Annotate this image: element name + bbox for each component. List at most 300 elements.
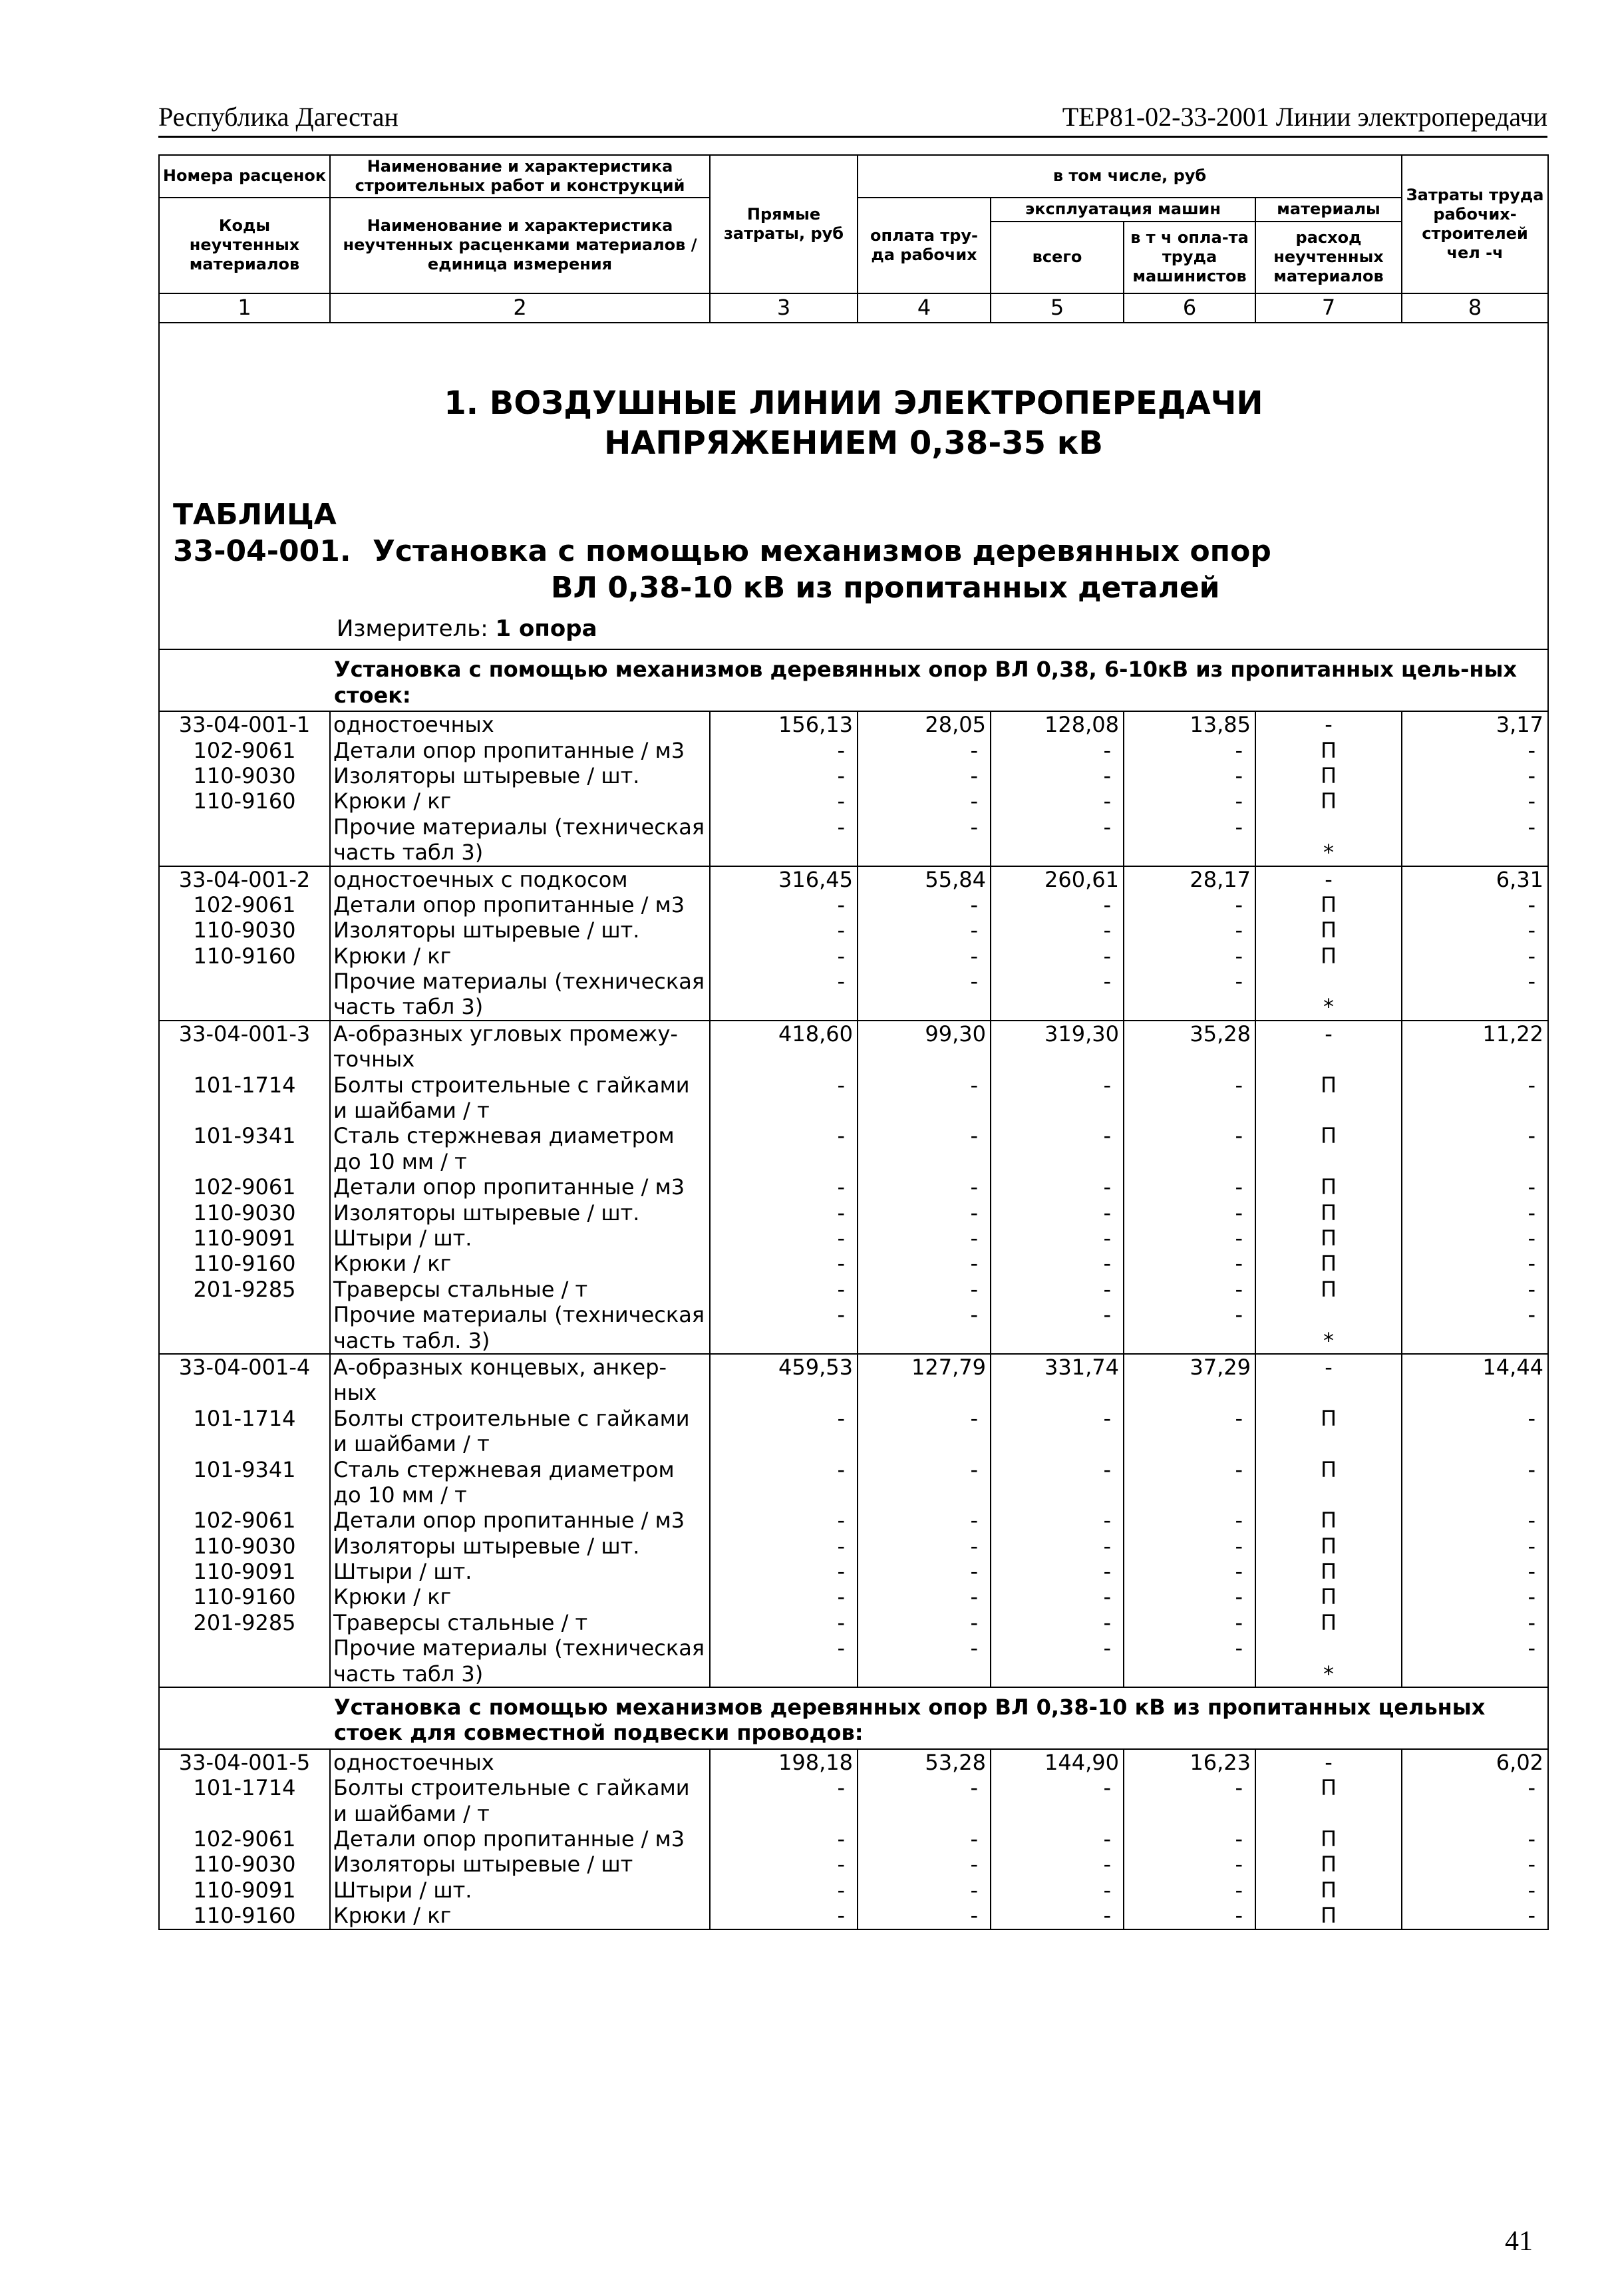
- labor-hours: -: [1402, 738, 1548, 763]
- direct-costs: -: [710, 1508, 858, 1533]
- material-name: Изоляторы штыревые / шт.: [330, 763, 710, 788]
- labor-hours: -: [1402, 1878, 1548, 1903]
- material-mark: П: [1255, 1508, 1402, 1533]
- labor-hours: -: [1402, 1406, 1548, 1457]
- direct-costs: -: [710, 1226, 858, 1251]
- labor-pay: -: [858, 1123, 991, 1174]
- labor-hours: -: [1402, 1826, 1548, 1852]
- material-mark: *: [1255, 814, 1402, 866]
- material-code: 102-9061: [159, 738, 330, 763]
- material-name: Болты строительные с гайками и шайбами / т: [330, 1072, 710, 1124]
- column-number: 5: [991, 293, 1124, 323]
- material-name: Болты строительные с гайками и шайбами / т: [330, 1775, 710, 1826]
- labor-hours: -: [1402, 1903, 1548, 1929]
- material-row: [159, 1610, 1548, 1635]
- labor-hours: -: [1402, 1457, 1548, 1508]
- direct-costs: -: [710, 1826, 858, 1852]
- material-code: 110-9160: [159, 943, 330, 969]
- material-code: 201-9285: [159, 1277, 330, 1302]
- labor-pay: -: [858, 1635, 991, 1687]
- material-row: [159, 1226, 1548, 1251]
- direct-costs: -: [710, 1610, 858, 1635]
- material-code: 101-1714: [159, 1775, 330, 1826]
- material-mark: П: [1255, 1903, 1402, 1929]
- material-mark: П: [1255, 1584, 1402, 1609]
- labor-pay: -: [858, 917, 991, 943]
- direct-costs: 316,45: [710, 866, 858, 892]
- material-name: Крюки / кг: [330, 788, 710, 814]
- material-row: [159, 763, 1548, 788]
- machines-total: -: [991, 1534, 1124, 1559]
- machines-total: -: [991, 1457, 1124, 1508]
- machinist-pay: -: [1124, 1072, 1255, 1124]
- direct-costs: -: [710, 1072, 858, 1124]
- material-row: [159, 917, 1548, 943]
- machinist-pay: 13,85: [1124, 711, 1255, 737]
- material-row: [159, 814, 1548, 866]
- material-row: [159, 1200, 1548, 1226]
- material-name: Детали опор пропитанные / м3: [330, 1508, 710, 1533]
- machines-total: -: [991, 1302, 1124, 1354]
- material-mark: П: [1255, 1559, 1402, 1584]
- direct-costs: -: [710, 1277, 858, 1302]
- labor-hours: -: [1402, 1072, 1548, 1124]
- column-number: 6: [1124, 293, 1255, 323]
- direct-costs: -: [710, 1903, 858, 1929]
- material-code: 110-9091: [159, 1226, 330, 1251]
- material-code: [159, 1635, 330, 1687]
- rate-code: 33-04-001-2: [159, 866, 330, 892]
- material-name: Крюки / кг: [330, 1584, 710, 1609]
- direct-costs: -: [710, 969, 858, 1021]
- material-mark: П: [1255, 1457, 1402, 1508]
- machinist-pay: -: [1124, 1277, 1255, 1302]
- material-mark: *: [1255, 1302, 1402, 1354]
- material-name: Крюки / кг: [330, 1251, 710, 1276]
- labor-pay: 53,28: [858, 1749, 991, 1775]
- section-title-line2: НАПРЯЖЕНИЕМ 0,38-35 кВ: [604, 424, 1103, 462]
- material-code: 110-9030: [159, 917, 330, 943]
- material-name: Детали опор пропитанные / м3: [330, 1174, 710, 1200]
- material-mark: П: [1255, 1072, 1402, 1124]
- material-row: [159, 1123, 1548, 1174]
- direct-costs: -: [710, 1775, 858, 1826]
- material-code: 101-9341: [159, 1457, 330, 1508]
- machinist-pay: -: [1124, 1826, 1255, 1852]
- direct-costs: -: [710, 943, 858, 969]
- material-code: 201-9285: [159, 1610, 330, 1635]
- measure-label: Измеритель:: [337, 615, 488, 642]
- machines-total: -: [991, 1226, 1124, 1251]
- machines-total: -: [991, 1903, 1124, 1929]
- material-name: Крюки / кг: [330, 943, 710, 969]
- machinist-pay: 28,17: [1124, 866, 1255, 892]
- direct-costs: -: [710, 814, 858, 866]
- material-name: Изоляторы штыревые / шт: [330, 1852, 710, 1877]
- material-code: 110-9030: [159, 1534, 330, 1559]
- material-name: Болты строительные с гайками и шайбами / т: [330, 1406, 710, 1457]
- material-consumption: -: [1255, 866, 1402, 892]
- labor-pay: -: [858, 1072, 991, 1124]
- machines-total: -: [991, 1123, 1124, 1174]
- machines-total: -: [991, 1852, 1124, 1877]
- column-number: 3: [710, 293, 858, 323]
- labor-hours: -: [1402, 892, 1548, 917]
- machinist-pay: -: [1124, 814, 1255, 866]
- material-mark: П: [1255, 763, 1402, 788]
- material-mark: П: [1255, 1200, 1402, 1226]
- machinist-pay: -: [1124, 1635, 1255, 1687]
- labor-hours: -: [1402, 1277, 1548, 1302]
- material-row: [159, 738, 1548, 763]
- measure-value: 1 опора: [495, 615, 597, 642]
- rate-row: [159, 711, 1548, 737]
- labor-hours: -: [1402, 1610, 1548, 1635]
- machines-total: -: [991, 1174, 1124, 1200]
- header-material-consumption: расход неучтенных материалов: [1255, 222, 1402, 293]
- labor-hours: -: [1402, 1775, 1548, 1826]
- labor-hours: -: [1402, 814, 1548, 866]
- material-code: 110-9030: [159, 763, 330, 788]
- material-row: [159, 1302, 1548, 1354]
- material-row: [159, 1852, 1548, 1877]
- material-code: 110-9091: [159, 1878, 330, 1903]
- machines-total: -: [991, 738, 1124, 763]
- material-row: [159, 1559, 1548, 1584]
- machinist-pay: -: [1124, 1251, 1255, 1276]
- labor-hours: -: [1402, 1123, 1548, 1174]
- material-row: [159, 1072, 1548, 1124]
- material-row: [159, 969, 1548, 1021]
- labor-pay: -: [858, 1406, 991, 1457]
- material-code: 110-9030: [159, 1852, 330, 1877]
- machinist-pay: 16,23: [1124, 1749, 1255, 1775]
- material-row: [159, 1508, 1548, 1533]
- machines-total: -: [991, 1635, 1124, 1687]
- material-code: [159, 814, 330, 866]
- machinist-pay: -: [1124, 892, 1255, 917]
- material-row: [159, 1635, 1548, 1687]
- table-header: [159, 155, 1548, 323]
- material-mark: П: [1255, 1826, 1402, 1852]
- machinist-pay: -: [1124, 1775, 1255, 1826]
- subsection-row: [159, 649, 1548, 711]
- labor-hours: 6,31: [1402, 866, 1548, 892]
- material-code: 110-9091: [159, 1559, 330, 1584]
- machines-total: -: [991, 943, 1124, 969]
- labor-hours: 14,44: [1402, 1354, 1548, 1406]
- header-materials: материалы: [1255, 198, 1402, 222]
- direct-costs: -: [710, 1457, 858, 1508]
- labor-pay: -: [858, 969, 991, 1021]
- material-name: Детали опор пропитанные / м3: [330, 738, 710, 763]
- machines-total: -: [991, 763, 1124, 788]
- subsection-title: Установка с помощью механизмов деревянных опор ВЛ 0,38-10 кВ из пропитанных цельных стоек для совместной подвески проводов:: [330, 1687, 1548, 1749]
- labor-pay: -: [858, 1534, 991, 1559]
- direct-costs: -: [710, 1584, 858, 1609]
- direct-costs: 418,60: [710, 1021, 858, 1072]
- material-code: 102-9061: [159, 1174, 330, 1200]
- material-mark: П: [1255, 738, 1402, 763]
- machines-total: -: [991, 917, 1124, 943]
- column-number: 1: [159, 293, 330, 323]
- direct-costs: -: [710, 1200, 858, 1226]
- labor-hours: -: [1402, 1226, 1548, 1251]
- material-row: [159, 892, 1548, 917]
- machines-total: -: [991, 788, 1124, 814]
- material-name: Изоляторы штыревые / шт.: [330, 917, 710, 943]
- material-name: Прочие материалы (техническая часть табл 3): [330, 969, 710, 1021]
- labor-pay: -: [858, 943, 991, 969]
- material-row: [159, 788, 1548, 814]
- labor-pay: -: [858, 1878, 991, 1903]
- column-number: 4: [858, 293, 991, 323]
- machinist-pay: -: [1124, 1508, 1255, 1533]
- material-mark: П: [1255, 1610, 1402, 1635]
- material-code: 102-9061: [159, 1826, 330, 1852]
- material-code: 101-1714: [159, 1072, 330, 1124]
- material-code: [159, 1302, 330, 1354]
- material-mark: П: [1255, 1174, 1402, 1200]
- labor-pay: -: [858, 1610, 991, 1635]
- material-code: 110-9160: [159, 1584, 330, 1609]
- material-name: Прочие материалы (техническая часть табл 3): [330, 1635, 710, 1687]
- direct-costs: -: [710, 1878, 858, 1903]
- labor-hours: -: [1402, 1534, 1548, 1559]
- machines-total: -: [991, 1559, 1124, 1584]
- material-code: 110-9160: [159, 1251, 330, 1276]
- header-machines-total: всего: [991, 222, 1124, 293]
- labor-pay: 99,30: [858, 1021, 991, 1072]
- material-mark: *: [1255, 969, 1402, 1021]
- material-consumption: -: [1255, 1354, 1402, 1406]
- material-name: Штыри / шт.: [330, 1878, 710, 1903]
- machines-total: 144,90: [991, 1749, 1124, 1775]
- region-title: Республика Дагестан: [158, 102, 399, 132]
- labor-pay: 28,05: [858, 711, 991, 737]
- labor-hours: 11,22: [1402, 1021, 1548, 1072]
- material-name: Траверсы стальные / т: [330, 1610, 710, 1635]
- material-row: [159, 943, 1548, 969]
- direct-costs: -: [710, 738, 858, 763]
- labor-hours: -: [1402, 1559, 1548, 1584]
- header-work-name: Наименование и характеристика строительных работ и конструкций: [330, 155, 710, 198]
- direct-costs: 198,18: [710, 1749, 858, 1775]
- material-code: 110-9030: [159, 1200, 330, 1226]
- table-title: [159, 496, 1548, 606]
- labor-hours: -: [1402, 1251, 1548, 1276]
- direct-costs: -: [710, 1251, 858, 1276]
- header-including: в том числе, руб: [858, 155, 1402, 198]
- machines-total: -: [991, 1277, 1124, 1302]
- labor-pay: 55,84: [858, 866, 991, 892]
- section-title: [159, 323, 1548, 496]
- labor-hours: -: [1402, 1852, 1548, 1877]
- labor-hours: -: [1402, 763, 1548, 788]
- machines-total: -: [991, 1200, 1124, 1226]
- labor-pay: -: [858, 738, 991, 763]
- direct-costs: -: [710, 892, 858, 917]
- material-mark: *: [1255, 1635, 1402, 1687]
- material-name: Штыри / шт.: [330, 1559, 710, 1584]
- section-title-line1: 1. ВОЗДУШНЫЕ ЛИНИИ ЭЛЕКТРОПЕРЕДАЧИ: [444, 384, 1263, 422]
- material-row: [159, 1277, 1548, 1302]
- machines-total: -: [991, 1251, 1124, 1276]
- rate-row: [159, 866, 1548, 892]
- labor-pay: -: [858, 763, 991, 788]
- machines-total: -: [991, 892, 1124, 917]
- rate-row: [159, 1021, 1548, 1072]
- machinist-pay: -: [1124, 1559, 1255, 1584]
- labor-hours: -: [1402, 1584, 1548, 1609]
- table-title-line2: ВЛ 0,38-10 кВ из пропитанных деталей: [551, 570, 1220, 605]
- labor-hours: -: [1402, 788, 1548, 814]
- material-code: 101-1714: [159, 1406, 330, 1457]
- material-row: [159, 1826, 1548, 1852]
- material-mark: П: [1255, 1251, 1402, 1276]
- material-name: Детали опор пропитанные / м3: [330, 1826, 710, 1852]
- labor-hours: -: [1402, 1200, 1548, 1226]
- labor-pay: -: [858, 788, 991, 814]
- labor-pay: -: [858, 1903, 991, 1929]
- rate-name: одностоечных: [330, 1749, 710, 1775]
- machines-total: 128,08: [991, 711, 1124, 737]
- labor-hours: -: [1402, 969, 1548, 1021]
- machines-total: 260,61: [991, 866, 1124, 892]
- material-code: 110-9160: [159, 788, 330, 814]
- material-mark: П: [1255, 1775, 1402, 1826]
- labor-pay: -: [858, 1457, 991, 1508]
- labor-pay: -: [858, 1852, 991, 1877]
- header-material-names: Наименование и характеристика неучтенных расценками материалов / единица измерения: [330, 198, 710, 293]
- labor-pay: -: [858, 1200, 991, 1226]
- machines-total: -: [991, 1406, 1124, 1457]
- machinist-pay: -: [1124, 1123, 1255, 1174]
- labor-pay: -: [858, 1174, 991, 1200]
- machinist-pay: -: [1124, 943, 1255, 969]
- labor-hours: -: [1402, 1302, 1548, 1354]
- material-name: Прочие материалы (техническая часть табл. 3): [330, 1302, 710, 1354]
- direct-costs: -: [710, 1174, 858, 1200]
- labor-pay: -: [858, 1302, 991, 1354]
- machinist-pay: -: [1124, 1534, 1255, 1559]
- labor-pay: -: [858, 1277, 991, 1302]
- material-row: [159, 1534, 1548, 1559]
- labor-pay: -: [858, 892, 991, 917]
- labor-pay: -: [858, 1251, 991, 1276]
- labor-pay: -: [858, 1826, 991, 1852]
- material-name: Сталь стержневая диаметром до 10 мм / т: [330, 1457, 710, 1508]
- direct-costs: -: [710, 1559, 858, 1584]
- machines-total: -: [991, 1826, 1124, 1852]
- machines-total: 331,74: [991, 1354, 1124, 1406]
- material-mark: П: [1255, 943, 1402, 969]
- column-number: 8: [1402, 293, 1548, 323]
- subsection-row: [159, 1687, 1548, 1749]
- material-mark: П: [1255, 892, 1402, 917]
- material-mark: П: [1255, 1123, 1402, 1174]
- machinist-pay: -: [1124, 1302, 1255, 1354]
- direct-costs: -: [710, 1302, 858, 1354]
- direct-costs: -: [710, 1635, 858, 1687]
- machines-total: -: [991, 969, 1124, 1021]
- material-name: Штыри / шт.: [330, 1226, 710, 1251]
- price-table: [158, 154, 1549, 1930]
- table-body: [159, 323, 1548, 1929]
- page-header: [158, 98, 1547, 138]
- material-name: Траверсы стальные / т: [330, 1277, 710, 1302]
- labor-pay: -: [858, 1508, 991, 1533]
- material-consumption: -: [1255, 711, 1402, 737]
- material-name: Детали опор пропитанные / м3: [330, 892, 710, 917]
- labor-hours: 6,02: [1402, 1749, 1548, 1775]
- machines-total: -: [991, 1878, 1124, 1903]
- labor-hours: -: [1402, 1508, 1548, 1533]
- subsection-title: Установка с помощью механизмов деревянных опор ВЛ 0,38, 6-10кВ из пропитанных цель-ных стоек:: [330, 649, 1548, 711]
- material-mark: П: [1255, 1534, 1402, 1559]
- machines-total: -: [991, 1584, 1124, 1609]
- header-labor-costs: [1402, 155, 1548, 293]
- material-code: 110-9160: [159, 1903, 330, 1929]
- header-labor-costs-title: Затраты труда рабочих-строителей: [1406, 186, 1544, 243]
- subsection-spacer: [159, 1687, 330, 1749]
- direct-costs: -: [710, 788, 858, 814]
- material-row: [159, 1878, 1548, 1903]
- column-number: 2: [330, 293, 710, 323]
- direct-costs: 156,13: [710, 711, 858, 737]
- material-mark: П: [1255, 1852, 1402, 1877]
- machines-total: -: [991, 1072, 1124, 1124]
- machinist-pay: -: [1124, 738, 1255, 763]
- material-mark: П: [1255, 788, 1402, 814]
- machines-total: -: [991, 1508, 1124, 1533]
- material-row: [159, 1903, 1548, 1929]
- direct-costs: -: [710, 1852, 858, 1877]
- material-name: Изоляторы штыревые / шт.: [330, 1200, 710, 1226]
- material-code: 101-9341: [159, 1123, 330, 1174]
- labor-hours: -: [1402, 1174, 1548, 1200]
- header-machines: эксплуатация машин: [991, 198, 1255, 222]
- direct-costs: -: [710, 1406, 858, 1457]
- machinist-pay: -: [1124, 788, 1255, 814]
- machinist-pay: -: [1124, 1406, 1255, 1457]
- machinist-pay: -: [1124, 969, 1255, 1021]
- machinist-pay: -: [1124, 1200, 1255, 1226]
- measure: [159, 606, 1548, 650]
- rate-name: А-образных концевых, анкер-ных: [330, 1354, 710, 1406]
- rate-code: 33-04-001-3: [159, 1021, 330, 1072]
- column-numbers-row: [159, 293, 1548, 323]
- machines-total: -: [991, 1610, 1124, 1635]
- material-mark: П: [1255, 917, 1402, 943]
- machinist-pay: 35,28: [1124, 1021, 1255, 1072]
- labor-pay: -: [858, 1584, 991, 1609]
- direct-costs: -: [710, 763, 858, 788]
- material-row: [159, 1775, 1548, 1826]
- material-mark: П: [1255, 1226, 1402, 1251]
- machinist-pay: -: [1124, 1852, 1255, 1877]
- machines-total: -: [991, 814, 1124, 866]
- header-rate-numbers: Номера расценок: [159, 155, 330, 198]
- labor-hours: -: [1402, 917, 1548, 943]
- material-code: 102-9061: [159, 1508, 330, 1533]
- rate-code: 33-04-001-5: [159, 1749, 330, 1775]
- rate-code: 33-04-001-4: [159, 1354, 330, 1406]
- machinist-pay: -: [1124, 1584, 1255, 1609]
- page-number: 41: [1505, 2226, 1533, 2257]
- machinist-pay: -: [1124, 1226, 1255, 1251]
- labor-pay: -: [858, 1775, 991, 1826]
